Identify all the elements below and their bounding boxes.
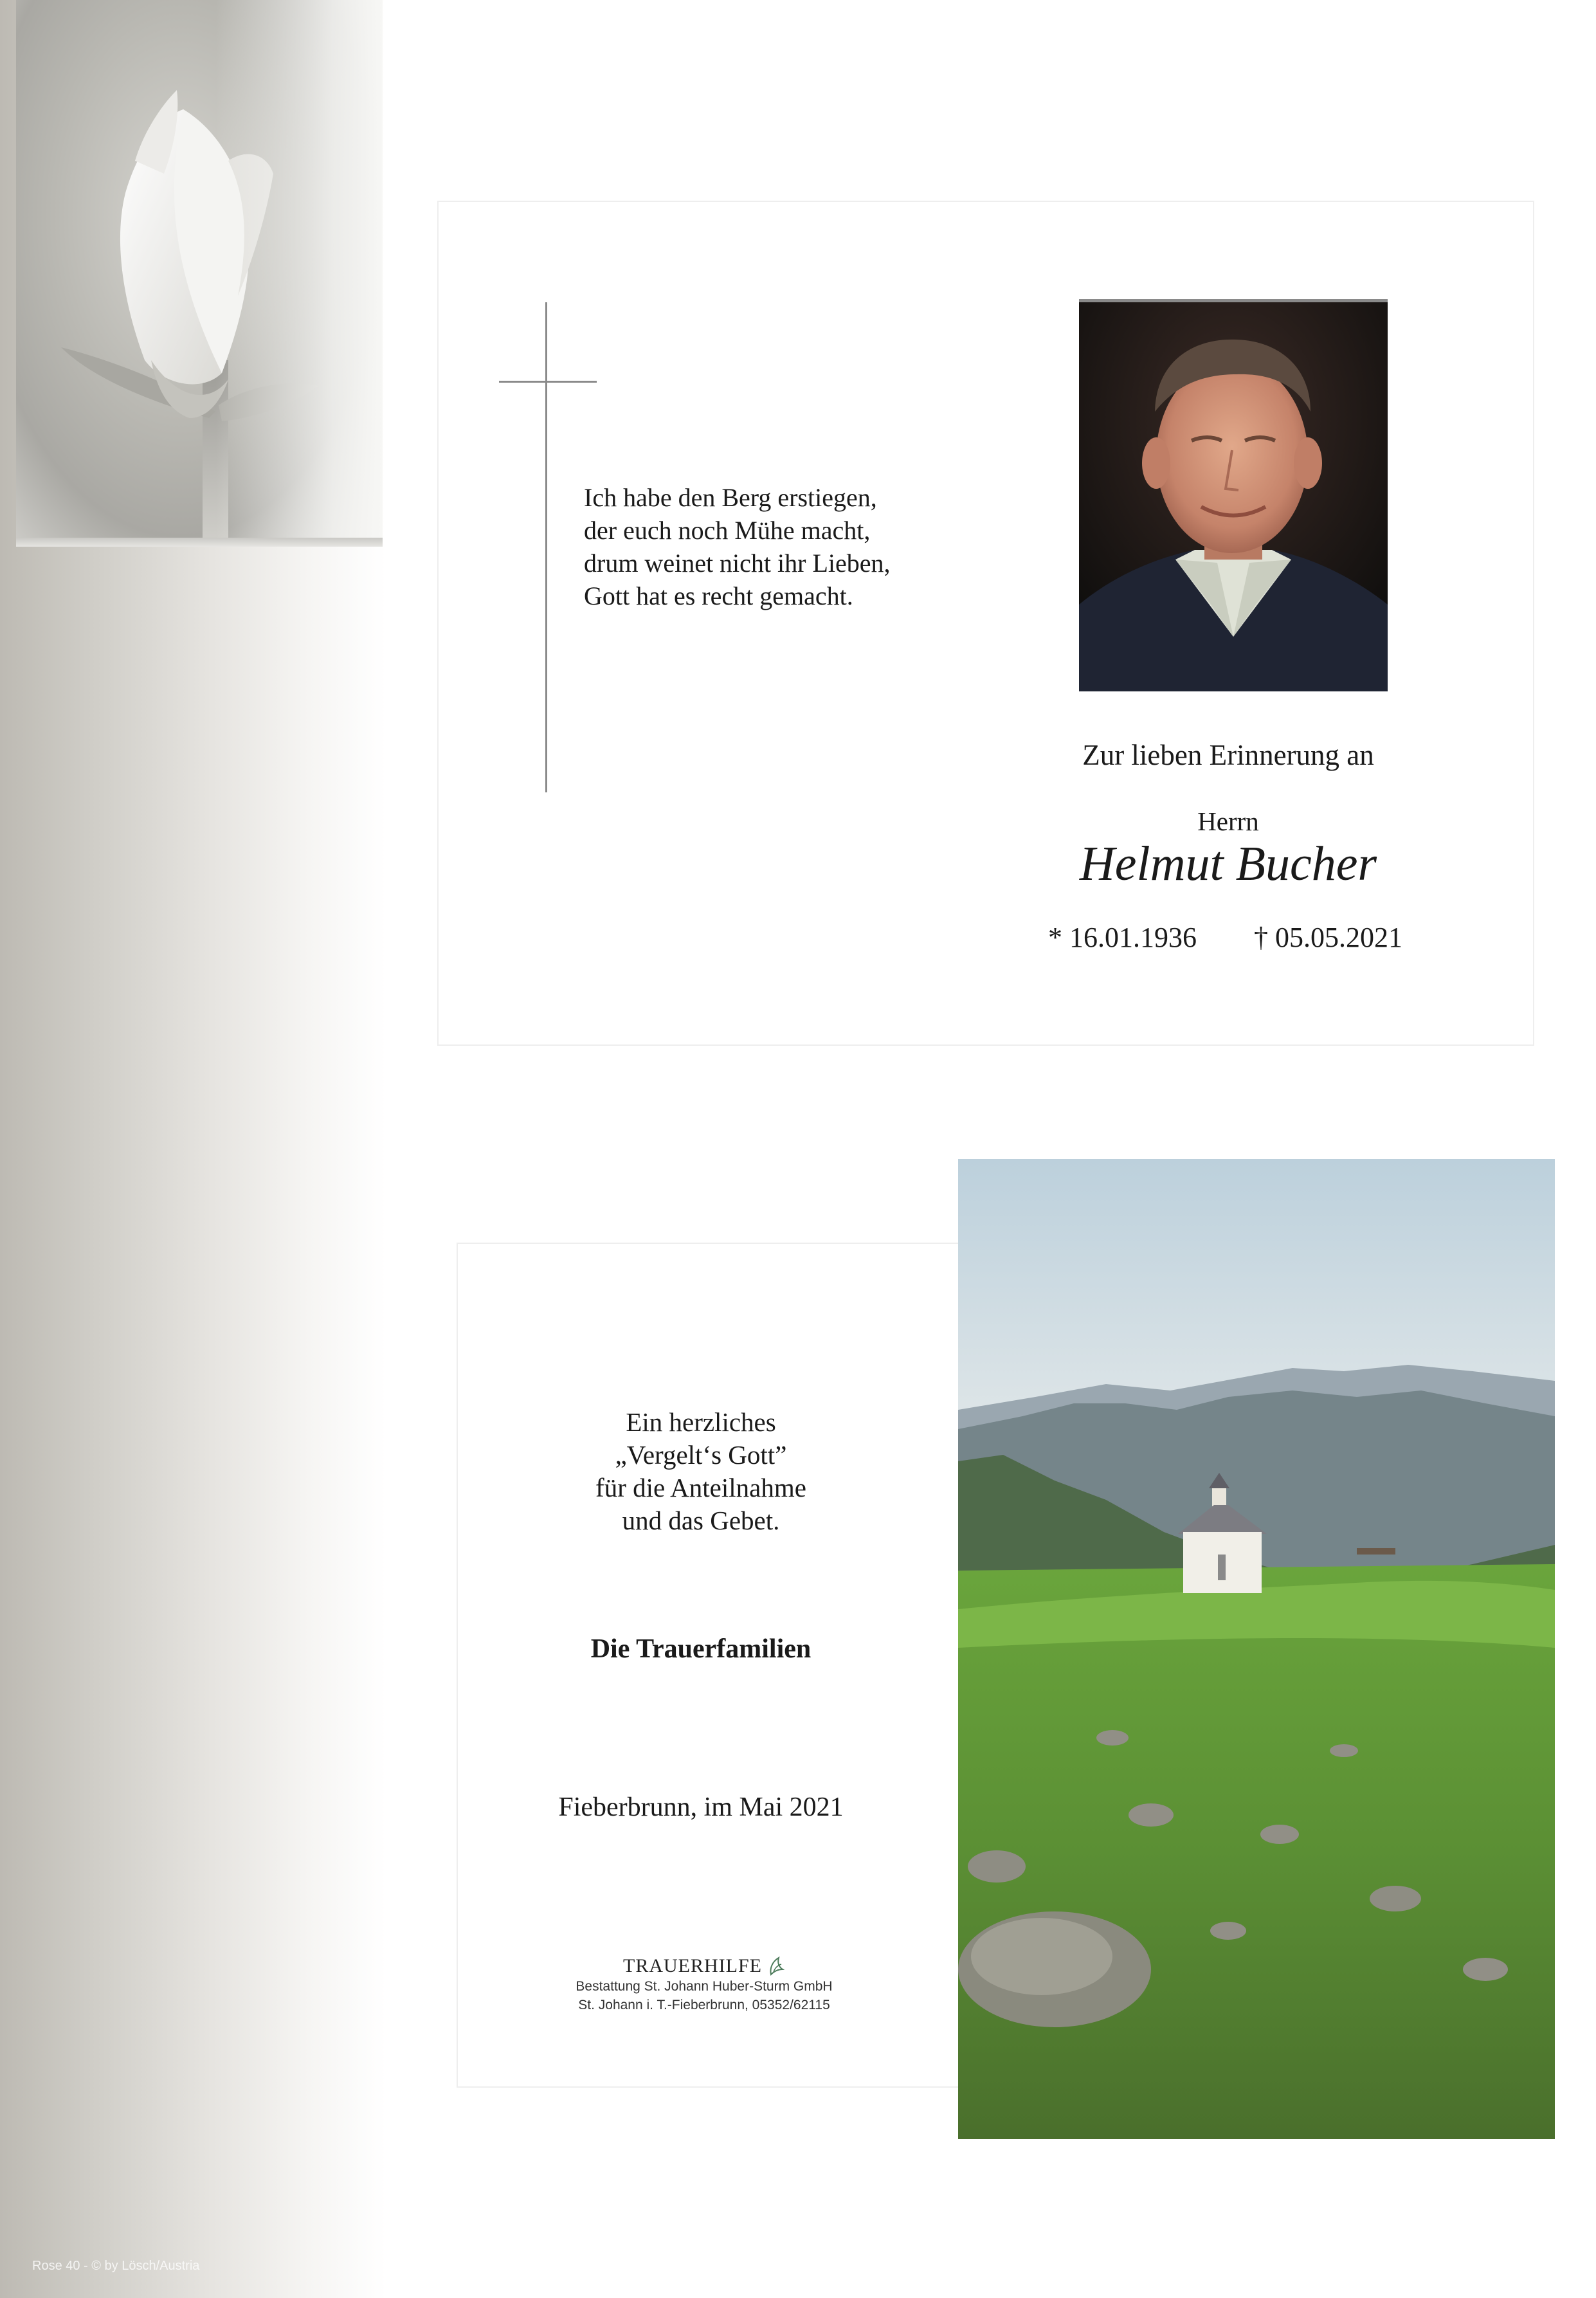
birth-date: * 16.01.1936 bbox=[1048, 922, 1197, 953]
logo-company: Bestattung St. Johann Huber-Sturm GmbH bbox=[576, 1979, 833, 1994]
cross-horizontal bbox=[499, 381, 597, 383]
salutation: Herrn bbox=[1197, 807, 1259, 836]
dove-icon bbox=[767, 1955, 785, 1977]
thanks-line: Ein herzliches bbox=[626, 1407, 776, 1437]
memory-line: Zur lieben Erinnerung an bbox=[1082, 739, 1374, 771]
rose-ledge bbox=[16, 538, 383, 547]
thanks-line: und das Gebet. bbox=[622, 1506, 780, 1535]
rose-icon bbox=[16, 0, 383, 540]
rose-image bbox=[16, 0, 383, 540]
thanks-line: „Vergelt‘s Gott” bbox=[615, 1440, 787, 1470]
deceased-name: Helmut Bucher bbox=[1079, 837, 1377, 891]
poem-line: der euch noch Mühe macht, bbox=[584, 516, 871, 545]
copyright-note: Rose 40 - © by Lösch/Austria bbox=[32, 2259, 200, 2273]
portrait-photo bbox=[1079, 299, 1388, 691]
chapel-landscape-photo bbox=[958, 1159, 1555, 2139]
poem-line: Gott hat es recht gemacht. bbox=[584, 581, 853, 610]
funeral-home-logo bbox=[559, 1955, 849, 2014]
death-date: † 05.05.2021 bbox=[1254, 922, 1402, 953]
poem-line: Ich habe den Berg erstiegen, bbox=[584, 483, 877, 512]
poem-line: drum weinet nicht ihr Lieben, bbox=[584, 549, 891, 578]
family-signature: Die Trauerfamilien bbox=[590, 1634, 812, 1664]
logo-title: TRAUERHILFE bbox=[623, 1955, 762, 1976]
poem bbox=[584, 481, 983, 612]
logo-contact: St. Johann i. T.-Fieberbrunn, 05352/62115 bbox=[578, 1998, 830, 2012]
thanks-line: für die Anteilnahme bbox=[595, 1473, 806, 1502]
life-dates bbox=[1048, 921, 1498, 954]
thanks-text bbox=[495, 1406, 907, 1537]
place-date: Fieberbrunn, im Mai 2021 bbox=[558, 1792, 844, 1822]
cross-vertical bbox=[545, 302, 547, 792]
